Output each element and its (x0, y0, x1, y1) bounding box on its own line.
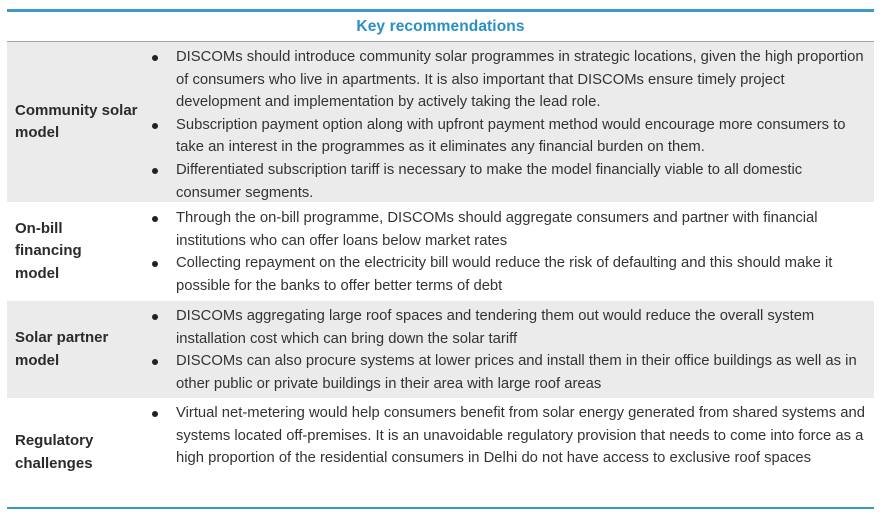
list-item (144, 252, 866, 297)
bullet-icon (152, 261, 158, 267)
list-item (144, 207, 866, 252)
bullet-icon (152, 314, 158, 320)
bullet-text: Collecting repayment on the electricity bill would reduce the risk of defaulting and this should make it possible for the banks to offer better terms of debt (176, 255, 833, 294)
row-label: Community solar model (15, 101, 138, 141)
bullet-icon (152, 55, 158, 61)
bullet-text: Virtual net-metering would help consumers benefit from solar energy generated from shared systems and systems located off-premises. It is an unavoidable regulatory provision that needs to come into force as a high proportion of the residential consumers in Delhi do not have access to exclusive roof spaces (176, 405, 865, 467)
bullet-text: Differentiated subscription tariff is necessary to make the model financially viable to all domestic consumer segments. (176, 161, 803, 201)
bullet-icon (152, 216, 158, 222)
row-body (144, 203, 874, 300)
bullet-icon (152, 411, 158, 417)
row-label: Regulatory challenges (15, 432, 94, 472)
bullet-text: DISCOMs should introduce community solar programmes in strategic locations, given the high proportion of consumers who live in apartments. It is also important that DISCOMs ensure timely project development and implementation by actively taking the lead role. (176, 49, 864, 111)
bullet-text: Subscription payment option along with upfront payment method would encourage more consumers to take an interest in the programmes as it eliminates any financial burden on them. (176, 116, 846, 156)
list-item (144, 46, 866, 114)
table-row-on-bill-financing (7, 203, 874, 301)
bullet-text: Through the on-bill programme, DISCOMs should aggregate consumers and partner with financial institutions who can offer loans below market rates (176, 210, 818, 249)
bullet-text: DISCOMs aggregating large roof spaces and tendering them out would reduce the overall system installation cost which can bring down the solar tariff (176, 308, 815, 347)
row-body (144, 399, 874, 506)
table-row-solar-partner (7, 301, 874, 399)
table-row-community-solar (7, 42, 874, 203)
bullet-icon (152, 123, 158, 129)
list-item (144, 114, 866, 159)
list-item (144, 402, 866, 470)
bullet-icon (152, 168, 158, 174)
list-item (144, 350, 866, 395)
row-label: On-bill financing model (15, 219, 82, 282)
recommendations-table (7, 9, 874, 509)
row-body (144, 42, 874, 202)
bullet-icon (152, 359, 158, 365)
table-row-regulatory-challenges (7, 399, 874, 507)
bullet-text: DISCOMs can also procure systems at lower prices and install them in their office buildings as well as in other public or private buildings in their area with large roof areas (176, 353, 857, 392)
bottom-rule (7, 507, 874, 509)
list-item (144, 305, 866, 350)
list-item (144, 159, 866, 204)
row-body (144, 301, 874, 398)
row-label: Solar partner model (15, 329, 109, 369)
table-header: Key recommendations (7, 12, 874, 42)
